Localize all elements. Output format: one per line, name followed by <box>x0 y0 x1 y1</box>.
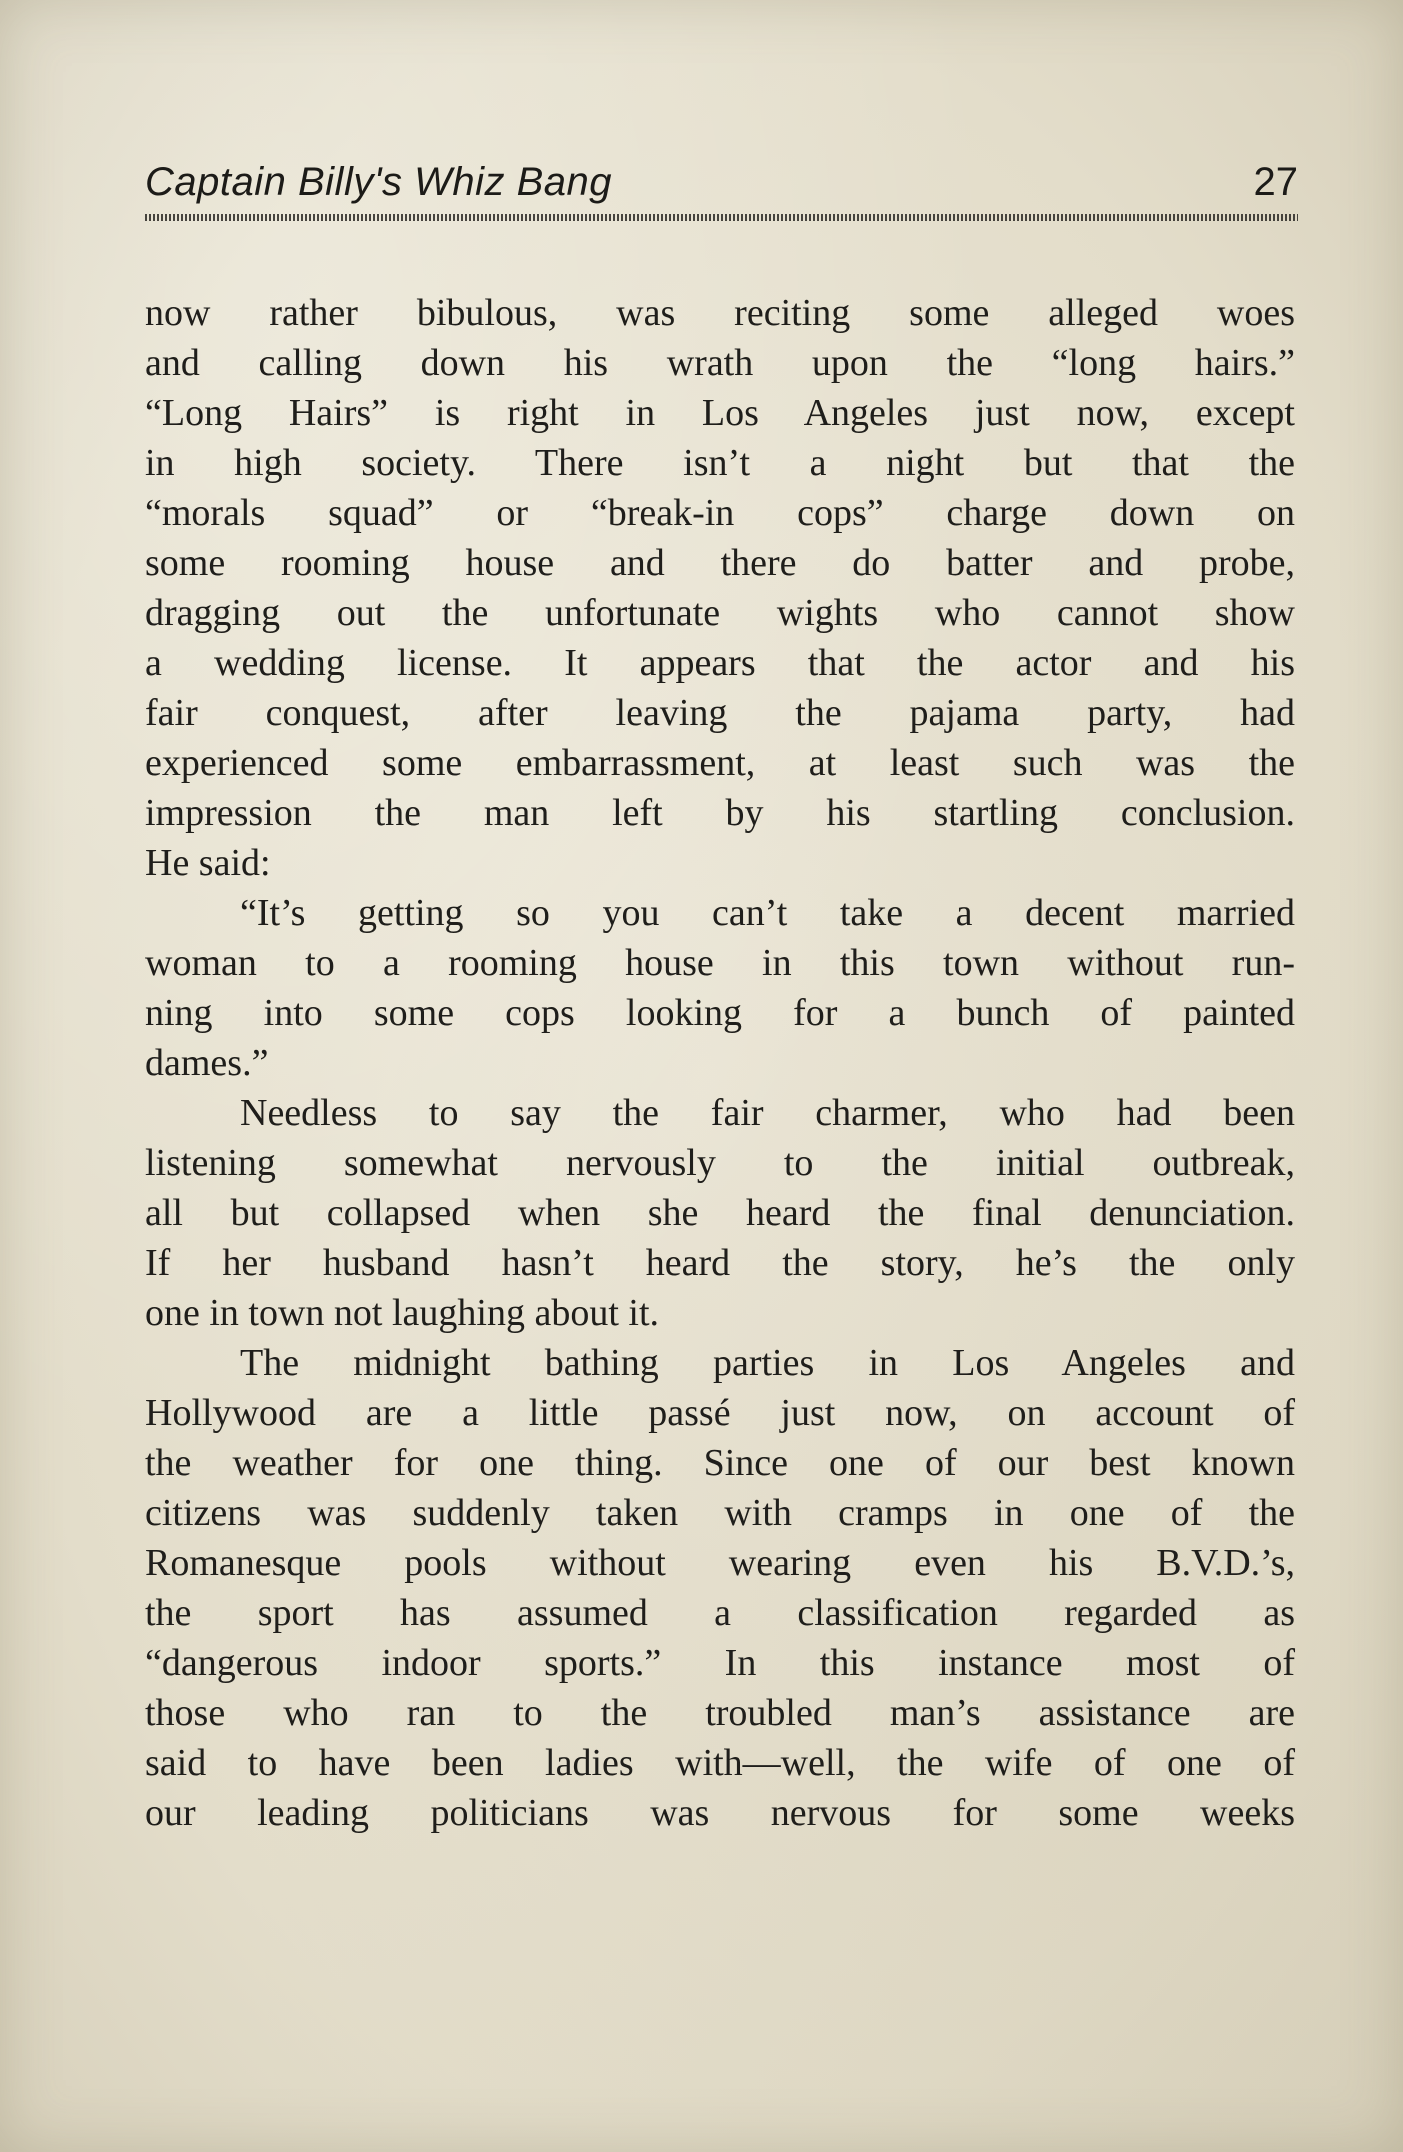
text-line: listening somewhat nervously to the initial outbreak, <box>145 1142 1295 1184</box>
text-line: woman to a rooming house in this town without run- <box>145 942 1295 984</box>
text-line: If her husband hasn’t heard the story, he’s the only <box>145 1242 1295 1284</box>
text-line: citizens was suddenly taken with cramps in one of the <box>145 1492 1295 1534</box>
text-line: experienced some embarrassment, at least such was the <box>145 742 1295 784</box>
text-line: “Long Hairs” is right in Los Angeles just now, except <box>145 392 1295 434</box>
text-line: dragging out the unfortunate wights who cannot show <box>145 592 1295 634</box>
text-line: Romanesque pools without wearing even his B.V.D.’s, <box>145 1542 1295 1584</box>
body-text <box>145 288 1295 1838</box>
text-line: all but collapsed when she heard the final denunciation. <box>145 1192 1295 1234</box>
text-line: Needless to say the fair charmer, who had been <box>240 1092 1295 1134</box>
text-line: fair conquest, after leaving the pajama party, had <box>145 692 1295 734</box>
text-line: one in town not laughing about it. <box>145 1292 660 1334</box>
text-line: in high society. There isn’t a night but that the <box>145 442 1295 484</box>
running-title: Captain Billy's Whiz Bang <box>145 160 612 204</box>
text-line: The midnight bathing parties in Los Angeles and <box>240 1342 1295 1384</box>
text-line: said to have been ladies with—well, the wife of one of <box>145 1742 1295 1784</box>
page-header <box>145 160 1298 210</box>
text-line: He said: <box>145 842 271 884</box>
text-line: dames.” <box>145 1042 269 1084</box>
text-line: the sport has assumed a classification regarded as <box>145 1592 1295 1634</box>
text-line: “morals squad” or “break-in cops” charge down on <box>145 492 1295 534</box>
text-line: now rather bibulous, was reciting some alleged woes <box>145 292 1295 334</box>
text-line: some rooming house and there do batter and probe, <box>145 542 1295 584</box>
header-rule <box>145 214 1298 221</box>
page-number: 27 <box>1253 160 1298 204</box>
text-line: the weather for one thing. Since one of our best known <box>145 1442 1295 1484</box>
text-line: our leading politicians was nervous for some weeks <box>145 1792 1295 1834</box>
text-line: “It’s getting so you can’t take a decent married <box>240 892 1295 934</box>
text-line: a wedding license. It appears that the actor and his <box>145 642 1295 684</box>
text-line: “dangerous indoor sports.” In this instance most of <box>145 1642 1295 1684</box>
text-line: impression the man left by his startling conclusion. <box>145 792 1295 834</box>
text-line: and calling down his wrath upon the “long hairs.” <box>145 342 1295 384</box>
text-line: Hollywood are a little passé just now, on account of <box>145 1392 1295 1434</box>
text-line: ning into some cops looking for a bunch of painted <box>145 992 1295 1034</box>
text-line: those who ran to the troubled man’s assistance are <box>145 1692 1295 1734</box>
